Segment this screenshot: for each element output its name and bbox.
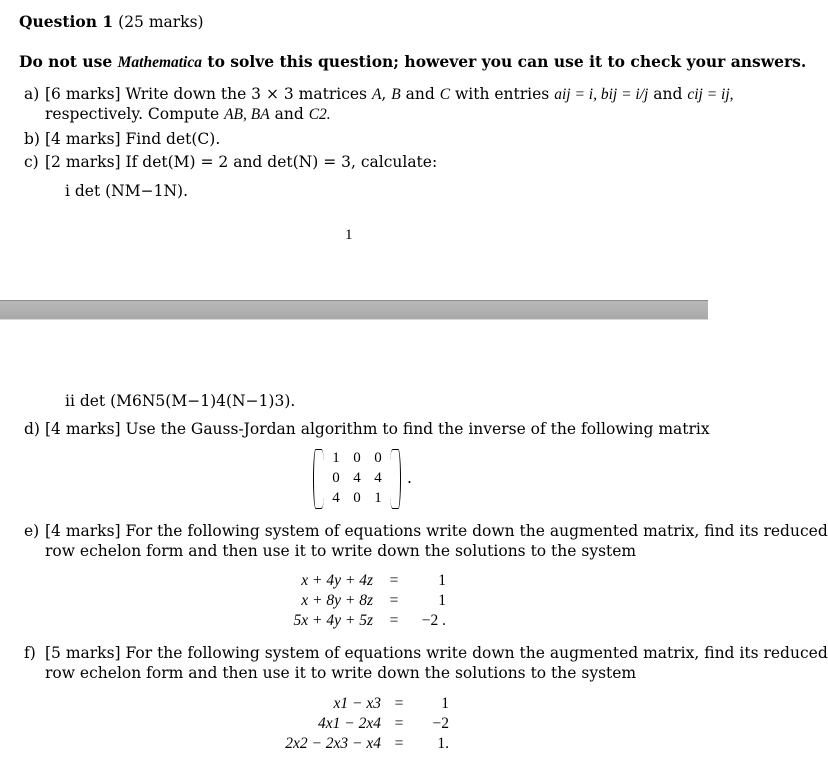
- system-e-rel-3: =: [389, 612, 399, 629]
- matrix-cell-r1c3: 0: [374, 450, 382, 466]
- system-f-lhs-1: x1 − x3: [333, 695, 381, 712]
- part-f-label: f): [24, 644, 36, 662]
- part-a-line-2: respectively. Compute AB, BA and C2.: [45, 105, 331, 123]
- matrix-cell-r3c1: 4: [332, 490, 340, 506]
- question-heading: [19, 13, 204, 31]
- part-d-text: [4 marks] Use the Gauss-Jordan algorithm to find the inverse of the following matrix: [45, 420, 710, 438]
- matrix-cell-r2c1: 0: [332, 470, 340, 486]
- system-e-lhs-1: x + 4y + 4z: [301, 572, 373, 589]
- system-e-rhs-2: 1: [438, 592, 446, 609]
- instruction: Do not use Mathematica to solve this question; however you can use it to check your answers.: [19, 52, 807, 71]
- system-f-rel-2: =: [394, 715, 404, 732]
- matrix-period: .: [407, 469, 412, 487]
- system-f-rel-3: =: [394, 735, 404, 752]
- matrix: [313, 449, 401, 509]
- part-c-ii: ii det (M6N5(M−1)4(N−1)3).: [65, 392, 296, 410]
- part-e-label: e): [24, 522, 40, 540]
- matrix-left-paren: [313, 449, 324, 509]
- page-divider: [0, 300, 708, 320]
- system-e-rel-2: =: [389, 592, 399, 609]
- part-a-label: a): [24, 85, 40, 103]
- part-d-label: d): [24, 420, 40, 438]
- matrix-cell-r1c1: 1: [332, 450, 340, 466]
- system-f-lhs-2: 4x1 − 2x4: [318, 715, 381, 732]
- system-f-rel-1: =: [394, 695, 404, 712]
- matrix-right-paren: [390, 449, 401, 509]
- matrix-cell-r3c2: 0: [353, 490, 361, 506]
- system-e-rel-1: =: [389, 572, 399, 589]
- part-a-line-1: [6 marks] Write down the 3 × 3 matrices A, B and C with entries aij = i, bij = i/j and cij = ij,: [45, 85, 734, 103]
- part-c-i: i det (NM−1N).: [65, 182, 189, 200]
- system-f-lhs: [270, 694, 381, 754]
- part-f-line-1: [5 marks] For the following system of equations write down the augmented matrix, find its reduced: [45, 644, 828, 662]
- part-c-text: [2 marks] If det(M) = 2 and det(N) = 3, calculate:: [45, 153, 438, 171]
- system-e-rel: [384, 571, 404, 631]
- system-e-lhs: [275, 571, 373, 631]
- system-e-rhs-1: 1: [438, 572, 446, 589]
- matrix-cell-r2c3: 4: [374, 470, 382, 486]
- question-title: Question 1: [19, 12, 114, 31]
- question-marks: (25 marks): [118, 13, 204, 31]
- system-f-rel: [389, 694, 409, 754]
- system-f-rhs: [417, 694, 449, 754]
- system-f-rhs-2: −2: [432, 715, 449, 732]
- page-number: 1: [345, 227, 353, 243]
- part-b-label: b): [24, 130, 40, 148]
- system-f-rhs-1: 1: [441, 695, 449, 712]
- part-e-line-1: [4 marks] For the following system of equations write down the augmented matrix, find its reduced: [45, 522, 828, 540]
- system-e-lhs-2: x + 8y + 8z: [301, 592, 373, 609]
- matrix-cell-r2c2: 4: [353, 470, 361, 486]
- part-f-line-2: row echelon form and then use it to write down the solutions to the system: [45, 664, 637, 682]
- system-e-rhs-3: −2 .: [421, 612, 446, 629]
- part-b-text: [4 marks] Find det(C).: [45, 130, 221, 148]
- system-e-lhs-3: 5x + 4y + 5z: [293, 612, 373, 629]
- system-f-lhs-3: 2x2 − 2x3 − x4: [285, 735, 381, 752]
- system-e-rhs: [412, 571, 446, 631]
- system-f-rhs-3: 1.: [437, 735, 449, 752]
- part-c-label: c): [24, 153, 39, 171]
- matrix-cell-r1c2: 0: [353, 450, 361, 466]
- part-e-line-2: row echelon form and then use it to write down the solutions to the system: [45, 542, 637, 560]
- matrix-cell-r3c3: 1: [374, 490, 382, 506]
